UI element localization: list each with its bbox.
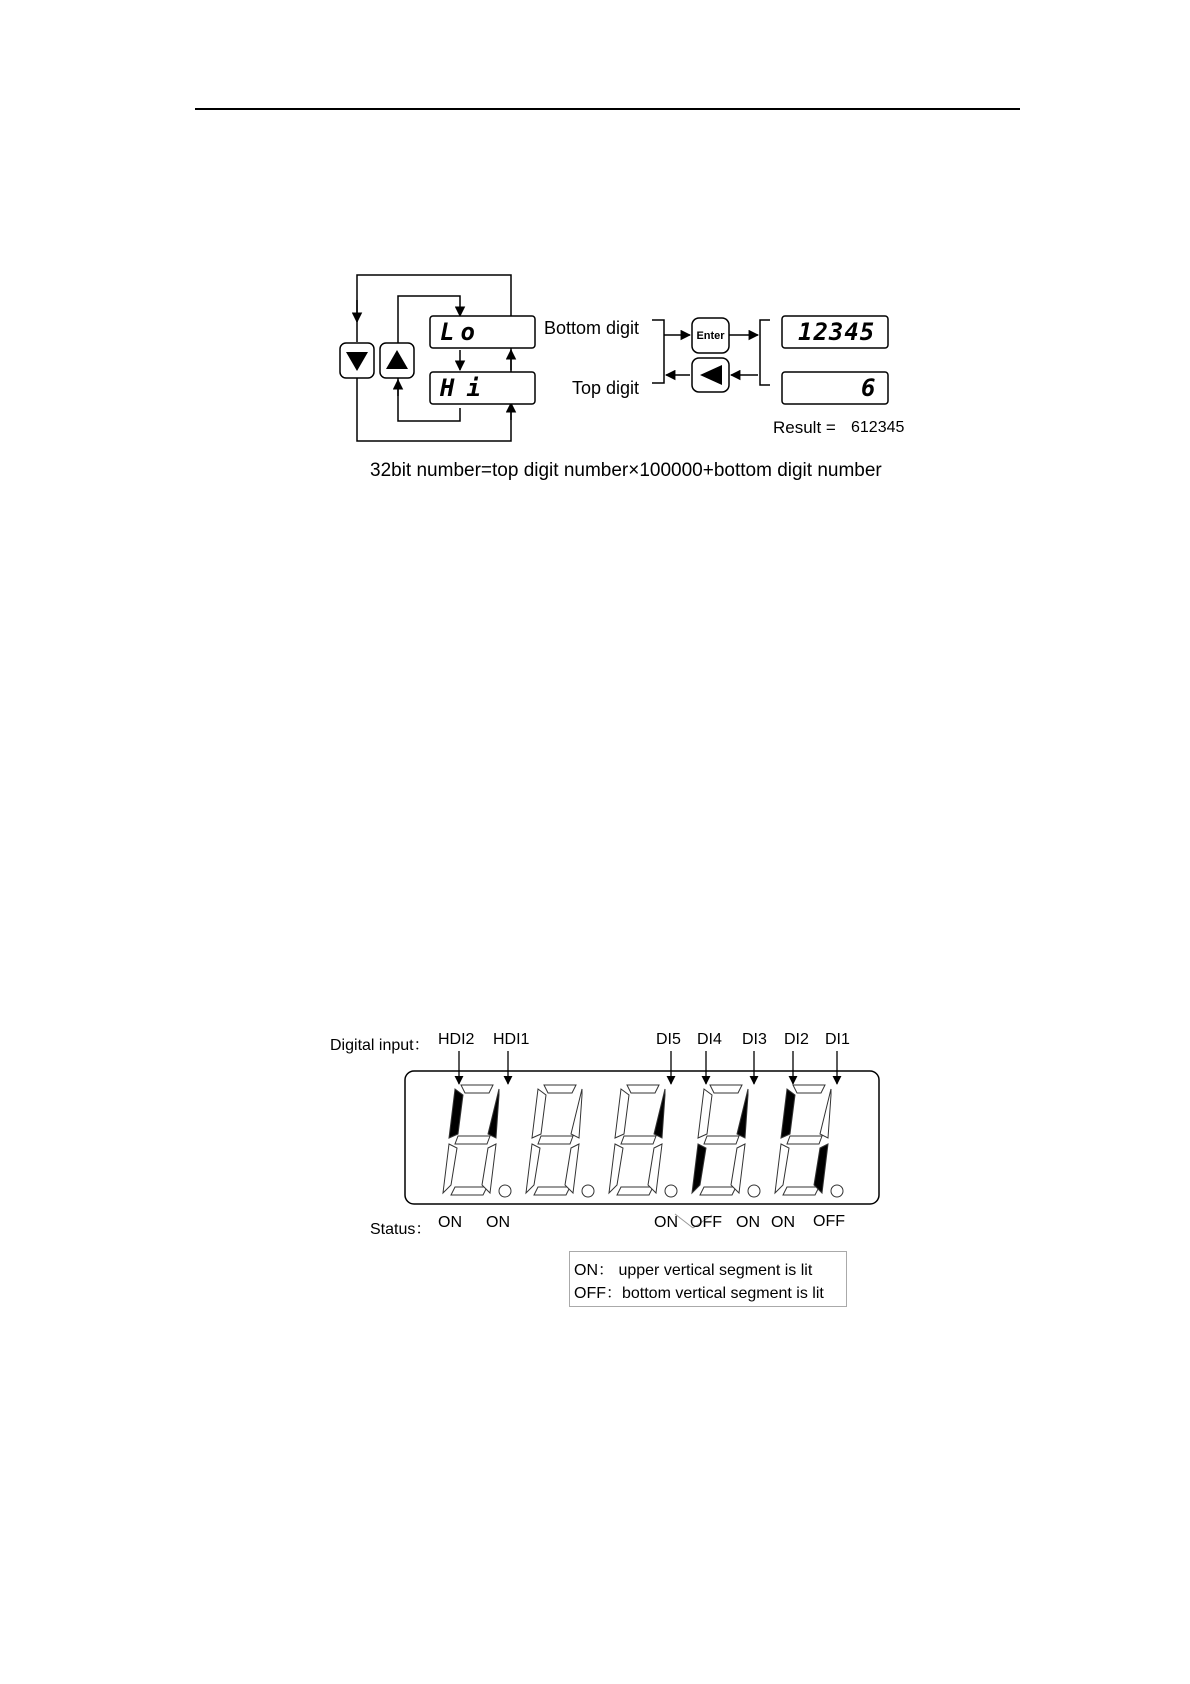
segment-bottom [451, 1187, 487, 1195]
input-name-di2: DI2 [784, 1031, 809, 1048]
input-name-di3: DI3 [742, 1031, 767, 1048]
input-name-di1: DI1 [825, 1031, 850, 1048]
segment-top [627, 1085, 659, 1093]
segment-top [461, 1085, 493, 1093]
segment-middle [455, 1136, 490, 1144]
input-name-di5: DI5 [656, 1031, 681, 1048]
status-hdi2: ON [438, 1214, 462, 1231]
result-value: 612345 [851, 419, 905, 436]
bottom-digit-label: Bottom digit [544, 318, 640, 338]
top-digit-label: Top digit [572, 378, 640, 398]
lo-display-text: Lo [440, 318, 481, 346]
segment-top [710, 1085, 742, 1093]
formula-caption: 32bit number=top digit number×100000+bottom digit number [370, 460, 882, 481]
input-name-hdi2: HDI2 [438, 1031, 475, 1048]
segment-middle [704, 1136, 739, 1144]
decimal-point [831, 1185, 843, 1197]
digital-input-label: Digital input： [330, 1037, 430, 1054]
decimal-point [582, 1185, 594, 1197]
legend-box [569, 1251, 847, 1307]
input-name-hdi1: HDI1 [493, 1031, 530, 1048]
input-name-di4: DI4 [697, 1031, 722, 1048]
status-label: Status： [370, 1221, 432, 1238]
segment-bottom [617, 1187, 653, 1195]
status-di5: ON [654, 1214, 678, 1231]
status-hdi1: ON [486, 1214, 510, 1231]
segment-bottom [534, 1187, 570, 1195]
segment-bottom [783, 1187, 819, 1195]
status-di3: ON [736, 1214, 760, 1231]
top-value-display: 6 [861, 374, 876, 402]
segment-middle [621, 1136, 656, 1144]
segment-bottom [700, 1187, 736, 1195]
status-di2: ON [771, 1214, 795, 1231]
legend-on: ON： upper vertical segment is lit [574, 1262, 813, 1279]
enter-button-label: Enter [696, 329, 725, 342]
segment-middle [787, 1136, 822, 1144]
decimal-point [748, 1185, 760, 1197]
legend-off: OFF：bottom vertical segment is lit [574, 1285, 824, 1302]
hi-display-text: Hi [440, 374, 493, 402]
status-di4: OFF [690, 1214, 722, 1231]
decimal-point [499, 1185, 511, 1197]
segment-top [793, 1085, 825, 1093]
status-di1: OFF [813, 1213, 845, 1230]
decimal-point [665, 1185, 677, 1197]
bottom-value-display: 12345 [798, 318, 876, 346]
segment-middle [538, 1136, 573, 1144]
result-label: Result = [773, 418, 836, 437]
segment-top [544, 1085, 576, 1093]
